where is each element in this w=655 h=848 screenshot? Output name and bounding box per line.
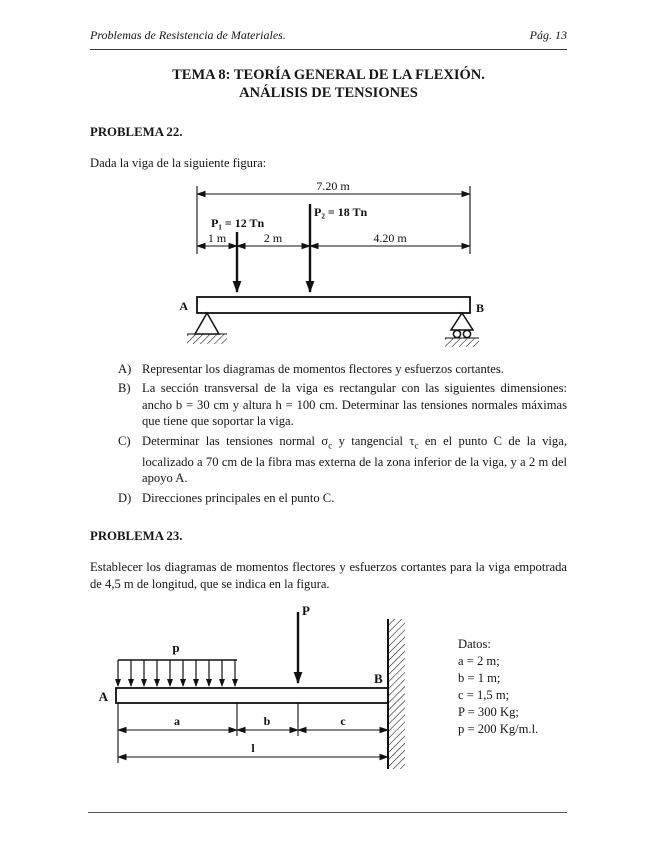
point-a-label: A [98,689,108,705]
dim2-label: 2 m [263,230,283,245]
problem22-item-a [118,361,567,378]
item-label: C) [118,433,131,448]
wall-hatch [388,619,405,769]
footer-rule [88,812,567,813]
datos-title: Datos: [458,637,491,652]
item-text: Direcciones principales en el punto C. [142,490,335,505]
problem22-item-d [118,490,567,507]
item-text-part: y tangencial τ [332,433,415,448]
dim-l-label: l [251,741,255,756]
problem22-heading: PROBLEMA 22. [90,125,183,139]
datos-line: P = 300 Kg; [458,705,519,720]
problem22-item-c [118,433,567,487]
support-b-roller-2 [463,330,470,337]
item-text-part: en el punto C de la viga, localizado a 70 cm de la fibra mas externa de la zona inferior de la viga, y a 2 m del apoyo A. [142,433,567,486]
problem23-intro: Establecer los diagramas de momentos flectores y esfuerzos cortantes para la viga empotrada de 4,5 m de longitud, que se indica en la figura. [90,560,567,591]
item-label: A) [118,361,132,376]
support-b-roller-1 [453,330,460,337]
support-b-label: B [476,300,485,315]
figure-problem23-wrap [88,600,567,790]
header-page-number: Pág. 13 [529,28,567,42]
beam-body [197,297,470,313]
pin-support-a-icon [187,313,227,344]
chapter-title-line-2: ANÁLISIS DE TENSIONES [239,84,418,101]
distributed-load [118,640,237,686]
item-text: Representar los diagramas de momentos flectores y esfuerzos cortantes. [142,361,504,376]
dim3-label: 4.20 m [373,230,407,245]
item-label: B) [118,381,131,395]
dim-a-label: a [174,714,180,729]
support-a-hatch [187,334,227,344]
point-load-P [298,603,310,683]
distributed-load-label: p [172,640,180,656]
datos-line: c = 1,5 m; [458,688,510,703]
support-b-triangle [451,313,473,330]
dim-c-label: c [340,714,346,729]
support-a-triangle [195,313,219,334]
point-b-label: B [374,671,383,687]
problem23-heading: PROBLEMA 23. [90,529,183,544]
datos-line: p = 200 Kg/m.l. [458,722,539,737]
chapter-title [90,67,567,102]
beam-body [116,688,388,703]
chapter-title-line-1: TEMA 8: TEORÍA GENERAL DE LA FLEXIÓN. [172,67,485,83]
item-text [142,433,567,487]
support-a-label: A [179,298,188,313]
datos-line: b = 1 m; [458,671,501,686]
item-text: La sección transversal de la viga es rectangular con las siguientes dimensiones: ancho b = 30 cm y altura h = 100 cm. Determinar las tensiones normales máximas que tiene que soportar la viga. [142,381,567,428]
load2-label: P₂ = 18 Tn [314,204,368,219]
header-book-title: Problemas de Resistencia de Materiales. [90,28,286,42]
problem22-items [90,361,567,507]
segment-dimensions [118,703,388,763]
problem22-item-b [118,380,567,430]
fixed-wall-icon [388,619,405,769]
datos-block [458,636,538,738]
load1-label: P₁ = 12 Tn [211,215,265,230]
roller-support-b-icon [445,313,479,347]
tau-subscript: c [414,440,419,451]
dim-total-label: 7.20 m [316,179,350,193]
support-b-hatch [445,338,479,347]
item-text-part: Determinar las tensiones normal σ [142,433,329,448]
page-header [90,28,567,43]
header-rule [90,49,567,50]
problem22-intro: Dada la viga de la siguiente figura: [90,156,267,170]
item-label: D) [118,490,132,505]
figure-problem22-beam [88,180,588,352]
point-loads [211,204,368,292]
datos-line: a = 2 m; [458,654,500,669]
sigma-subscript: c [328,440,333,451]
load-P-label: P [302,603,310,619]
dim1-label: 1 m [207,230,227,245]
dim-b-label: b [263,714,271,729]
